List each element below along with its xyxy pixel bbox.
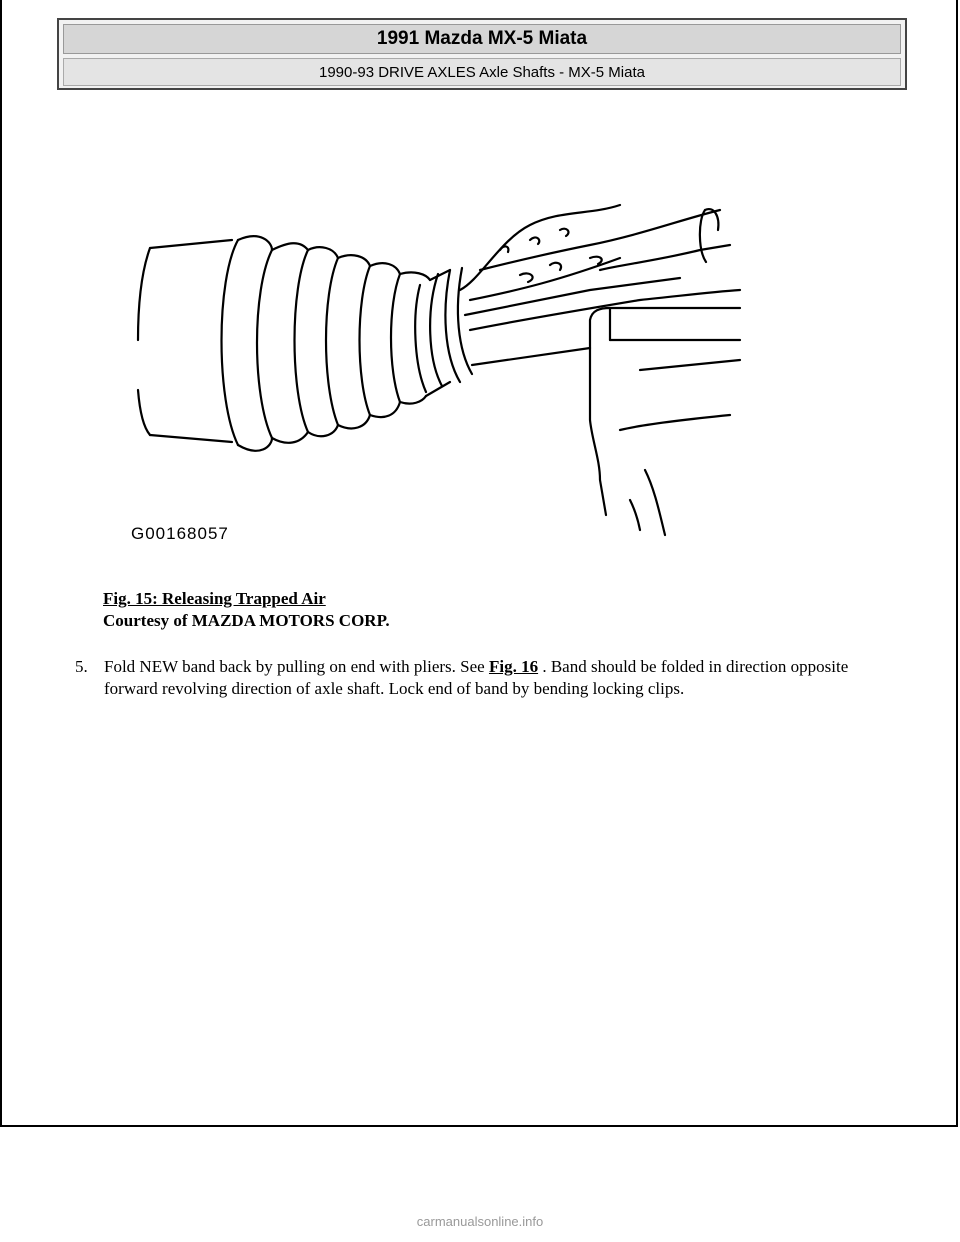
caption-credit: Courtesy of MAZDA MOTORS CORP. <box>103 611 390 630</box>
step-text-before: Fold NEW band back by pulling on end with pliers. See <box>104 657 489 676</box>
header-title: 1991 Mazda MX-5 Miata <box>63 24 901 54</box>
header-subtitle: 1990-93 DRIVE AXLES Axle Shafts - MX-5 Miata <box>63 58 901 86</box>
step-5 <box>75 656 875 700</box>
step-text <box>104 656 875 700</box>
step-text-after: . Band should be folded in direction opposite forward revolving direction of axle shaft. Lock end of band by bending locking clips. <box>104 657 849 698</box>
figure-code: G00168057 <box>131 524 229 543</box>
document-header <box>57 18 907 90</box>
fig-16-link[interactable]: Fig. 16 <box>488 657 539 676</box>
figure-caption <box>103 588 390 632</box>
watermark: carmanualsonline.info <box>416 1214 544 1229</box>
cv-boot-illustration <box>120 170 750 550</box>
caption-title[interactable]: Fig. 15: Releasing Trapped Air <box>103 589 326 608</box>
step-number: 5. <box>75 657 88 676</box>
